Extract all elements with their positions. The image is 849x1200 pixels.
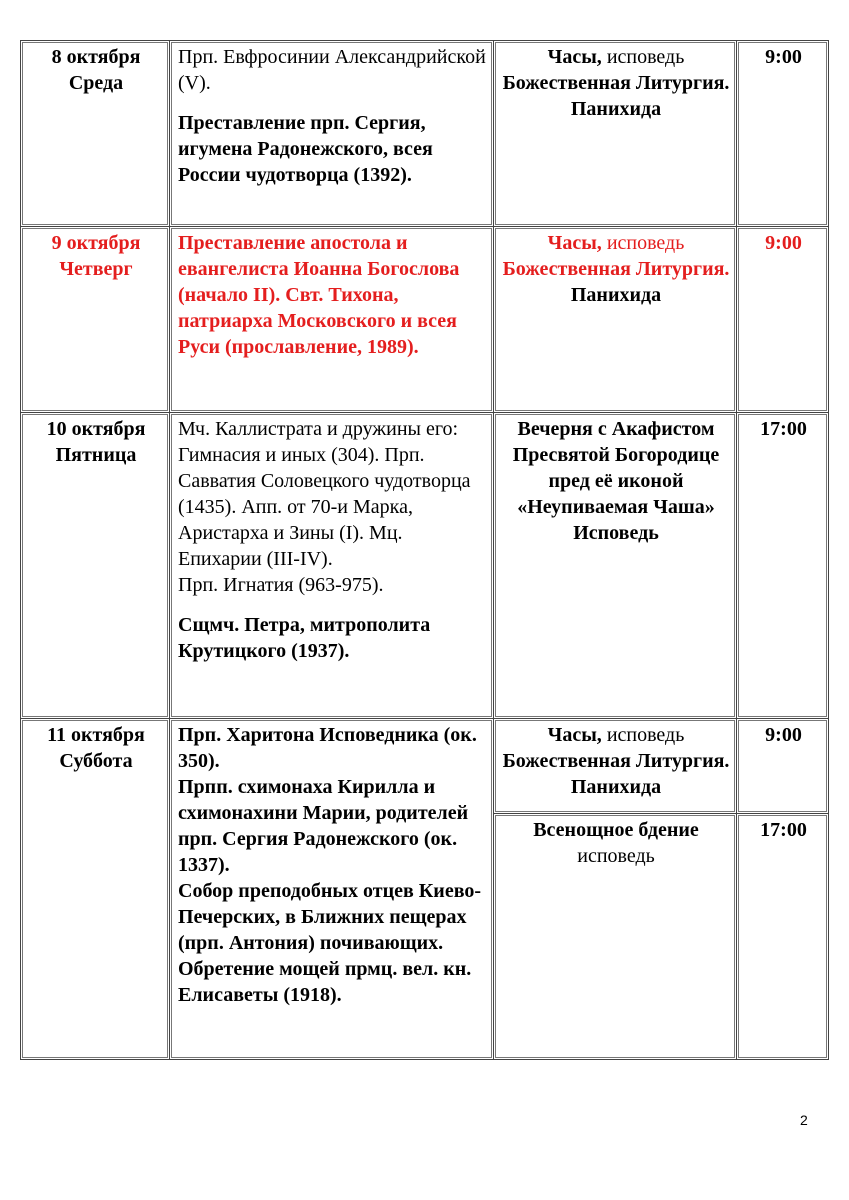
date: 8 октября [51,46,141,68]
saints-feast-text: Собор преподобных отцев Киево-Печерских, в Ближних пещерах (прп. Антония) почивающих. [178,880,482,954]
time-cell: 9:00 [737,41,829,227]
saints-text-ignatius: Прп. Игнатия (963-975). [178,574,384,596]
service-hours: Часы, [547,46,602,68]
service-hours: Часы, [547,724,602,746]
time-cell: 17:00 [737,413,829,719]
saints-feast-text: Преставление прп. Сергия, игумена Радонежского, всея России чудотворца (1392). [178,112,433,186]
service-confession: исповедь [601,46,685,68]
saints-feast-text: Преставление апостола и евангелиста Иоанна Богослова (начало II). Свт. Тихона, патриарха Московского и всея Руси (прославление, 1989). [178,232,460,358]
date-cell [21,719,170,1060]
schedule-table [20,40,829,1060]
service-liturgy: Божественная Литургия. Панихида [502,72,730,120]
page-number: 2 [800,1112,808,1128]
date-cell [21,227,170,413]
saints-cell [170,719,494,1060]
time-cell: 9:00 [737,227,829,413]
schedule-row [21,41,829,227]
saints-feast-text: Сщмч. Петра, митрополита Крутицкого (1937). [178,614,431,662]
date: 9 октября [51,232,141,254]
service-confession: исповедь [577,845,655,867]
schedule-row [21,413,829,719]
service-cell [494,41,737,227]
date-cell [21,41,170,227]
service-hours: Часы, [547,232,602,254]
weekday: Пятница [55,444,137,466]
service-vigil: Всенощное бдение [533,819,699,841]
saints-cell [170,227,494,413]
schedule-row [21,227,829,413]
service-cell: Вечерня с Акафистом Пресвятой Богородице пред её иконой «Неупиваемая Чаша» Исповедь [494,413,737,719]
weekday: Среда [68,72,124,94]
weekday: Четверг [59,258,133,280]
service-liturgy: Божественная Литургия. [502,258,730,280]
schedule-row [21,719,829,814]
service-panikhida: Панихида [570,284,662,306]
date-cell [21,413,170,719]
date: 10 октября [46,418,146,440]
saints-cell [170,413,494,719]
service-confession: исповедь [601,232,685,254]
saints-cell [170,41,494,227]
saints-text: Прп. Евфросинии Александрийской (V). [178,46,486,94]
saints-feast-text: Прпп. схимонаха Кирилла и схимонахини Марии, родителей прп. Сергия Радонежского (ок. 1337). [178,776,469,876]
service-cell [494,719,737,814]
service-cell [494,227,737,413]
service-cell [494,814,737,1060]
service-liturgy: Божественная Литургия. Панихида [502,750,730,798]
date: 11 октября [47,724,145,746]
time-cell: 17:00 [737,814,829,1060]
time-cell: 9:00 [737,719,829,814]
saints-text: Мч. Каллистрата и дружины его: Гимнасия и иных (304). Прп. Савватия Соловецкого чудотворца (1435). Апп. от 70-и Марка, Аристарха и Зины (I). Мц. Епихарии (III-IV). [178,418,471,570]
service-confession: исповедь [601,724,685,746]
weekday: Суббота [59,750,133,772]
saints-feast-text: Прп. Харитона Исповедника (ок. 350). [178,724,477,772]
saints-feast-text: Обретение мощей прмц. вел. кн. Елисаветы (1918). [178,958,472,1006]
